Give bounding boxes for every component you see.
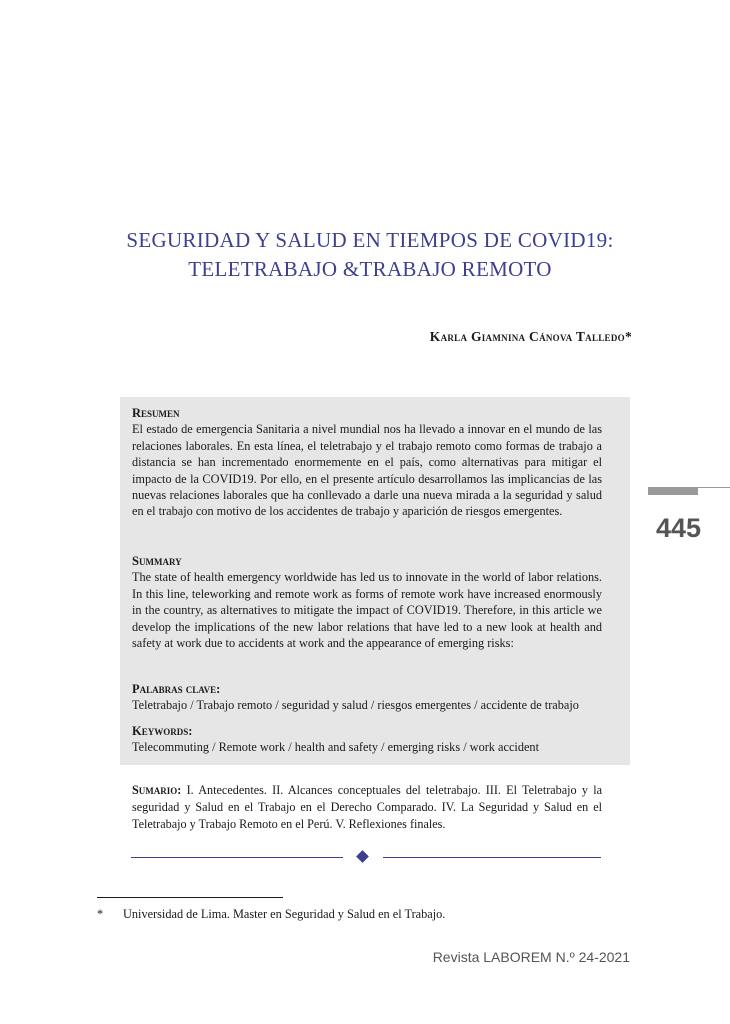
- sumario-text: I. Antecedentes. II. Alcances conceptuales del teletrabajo. III. El Teletrabajo y la seguridad y Salud en el Trabajo en el Derecho Comparado. IV. La Seguridad y Salud en el Teletrabajo y Trabajo Remoto en el Perú. V. Reflexiones finales.: [132, 783, 602, 831]
- resumen-section: [132, 405, 602, 520]
- ornament-line-left: [131, 857, 343, 858]
- page-number-rule: [698, 487, 730, 488]
- keywords-section: [132, 723, 602, 756]
- article-title-line-1: SEGURIDAD Y SALUD EN TIEMPOS DE COVID19:: [126, 228, 614, 252]
- palabras-clave-section: [132, 681, 602, 714]
- summary-section: [132, 553, 602, 651]
- resumen-text: El estado de emergencia Sanitaria a nivel mundial nos ha llevado a innovar en el mundo de las relaciones laborales. En esta línea, el teletrabajo y el trabajo remoto como formas de trabajo a distancia se han incrementado enormemente en el país, como alternativas para mitigar el impacto de la COVID19. Por ello, en el presente artículo desarrollamos las implicancias de las nuevas relaciones laborales que ha conllevado a darle una nueva mirada a la seguridad y salud en el trabajo con motivo de los accidentes de trabajo y aparición de riesgos emergentes.: [132, 422, 602, 519]
- article-title-line-2: TELETRABAJO &TRABAJO REMOTO: [188, 257, 552, 281]
- page-number: 445: [656, 513, 702, 543]
- palabras-clave-text: Teletrabajo / Trabajo remoto / seguridad y salud / riesgos emergentes / accidente de trabajo: [132, 698, 579, 713]
- author-name: Karla Giamnina Cánova Talledo*: [429, 329, 632, 344]
- footnote-text: Universidad de Lima. Master en Seguridad y Salud en el Trabajo.: [123, 907, 446, 921]
- footnote-rule: [97, 897, 283, 898]
- ornament-diamond-icon: [356, 850, 369, 863]
- footnote: [97, 907, 445, 922]
- page-number-bar: [648, 487, 698, 495]
- sumario: [132, 782, 602, 833]
- keywords-heading: Keywords:: [132, 724, 193, 738]
- summary-heading: Summary: [132, 554, 182, 568]
- keywords-text: Telecommuting / Remote work / health and safety / emerging risks / work accident: [132, 740, 539, 755]
- resumen-heading: Resumen: [132, 406, 180, 420]
- ornament-line-right: [383, 857, 601, 858]
- sumario-label: Sumario:: [132, 783, 182, 797]
- journal-name: Revista LABOREM N.º 24-2021: [432, 949, 630, 965]
- palabras-clave-heading: Palabras clave:: [132, 682, 221, 696]
- footnote-mark: *: [97, 907, 104, 921]
- summary-text: The state of health emergency worldwide has led us to innovate in the world of labor relations. In this line, teleworking and remote work as forms of remote work have increased enormously in the country, as alternatives to mitigate the impact of COVID19. Therefore, in this article we develop the implications of the new labor relations that have led to a new look at health and safety at work due to accidents at work and the appearance of emerging risks:: [132, 570, 602, 651]
